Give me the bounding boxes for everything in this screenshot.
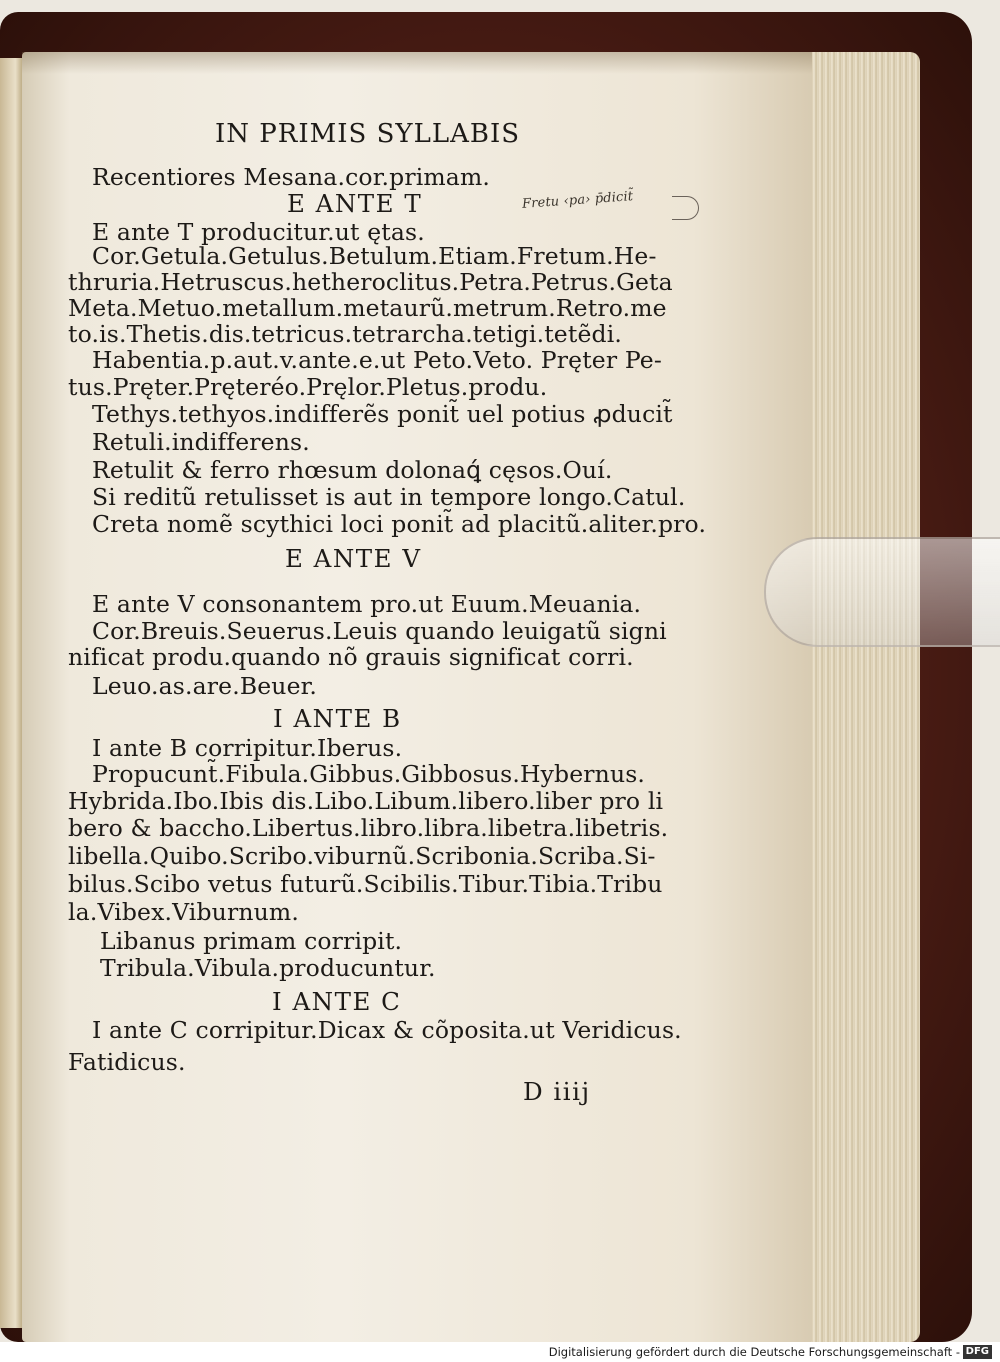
text-line: Fatidicus. [68, 1048, 186, 1076]
text-line: Cor.Getula.Getulus.Betulum.Etiam.Fretum.He- [92, 242, 657, 270]
text-line: Creta nomẽ scythici loci ponit̃ ad placitũ.aliter.pro. [92, 510, 707, 538]
marginal-note: Fretu ‹pa› p̄dicit̃ [521, 189, 634, 212]
text-line: Libanus primam corripit. [100, 927, 403, 955]
text-line: to.is.Thetis.dis.tetricus.tetrarcha.tetigi.tetẽdi. [68, 320, 622, 348]
section-heading: I ANTE C [272, 987, 402, 1016]
text-line: I ante C corripitur.Dicax & cõposita.ut Veridicus. [92, 1016, 682, 1044]
glass-page-pointer [764, 537, 1000, 647]
footer-credit: Digitalisierung gefördert durch die Deutsche Forschungsgemeinschaft - [548, 1345, 960, 1359]
text-line: Propucunt̃.Fibula.Gibbus.Gibbosus.Hybernus. [92, 760, 646, 788]
text-line: bero & baccho.Libertus.libro.libra.libetra.libetris. [68, 814, 669, 842]
text-line: bilus.Scibo vetus futurũ.Scibilis.Tibur.Tibia.Tribu [68, 870, 663, 898]
running-head: IN PRIMIS SYLLABIS [215, 119, 521, 149]
footer-bar [0, 1342, 1000, 1362]
signature-mark: D iiij [523, 1077, 591, 1106]
text-line: tus.Pręter.Pręteréo.Pręlor.Pletus.produ. [68, 373, 548, 401]
text-line: I ante B corripitur.Iberus. [92, 734, 403, 762]
text-line: thruria.Hetruscus.hetheroclitus.Petra.Petrus.Geta [68, 268, 673, 296]
text-line: Cor.Breuis.Seuerus.Leuis quando leuigatũ signi [92, 617, 667, 645]
text-line: la.Vibex.Viburnum. [68, 898, 299, 926]
text-line: Meta.Metuo.metallum.metaurũ.metrum.Retro.me [68, 294, 667, 322]
text-line: Leuo.as.are.Beuer. [92, 672, 318, 700]
text-line: E ante T producitur.ut ętas. [92, 218, 425, 246]
text-line: Habentia.p.aut.v.ante.e.ut Peto.Veto. Pręter Pe- [92, 346, 662, 374]
text-line: Tribula.Vibula.producuntur. [100, 954, 436, 982]
text-line: E ante V consonantem pro.ut Euum.Meuania. [92, 590, 642, 618]
text-line: Tethys.tethyos.indifferẽs ponit̃ uel potius ꝓducit̃ [92, 400, 673, 428]
text-line: Retulit & ferro rhœsum dolonaꝗ́ cęsos.Ouí. [92, 456, 613, 484]
text-line: Retuli.indifferens. [92, 428, 310, 456]
dfg-logo: DFG [963, 1345, 992, 1359]
section-heading: E ANTE V [285, 544, 422, 573]
text-line: nificat produ.quando nõ grauis significat corri. [68, 643, 634, 671]
text-line: Si reditũ retulisset is aut in tempore longo.Catul. [92, 483, 686, 511]
section-heading: I ANTE B [273, 704, 402, 733]
text-line: Hybrida.Ibo.Ibis dis.Libo.Libum.libero.liber pro li [68, 787, 664, 815]
section-heading: E ANTE T [287, 189, 423, 218]
marginal-flourish [672, 196, 699, 220]
text-line: libella.Quibo.Scribo.viburnũ.Scribonia.Scriba.Si- [68, 842, 656, 870]
text-line: Recentiores Mesana.cor.primam. [92, 163, 491, 191]
